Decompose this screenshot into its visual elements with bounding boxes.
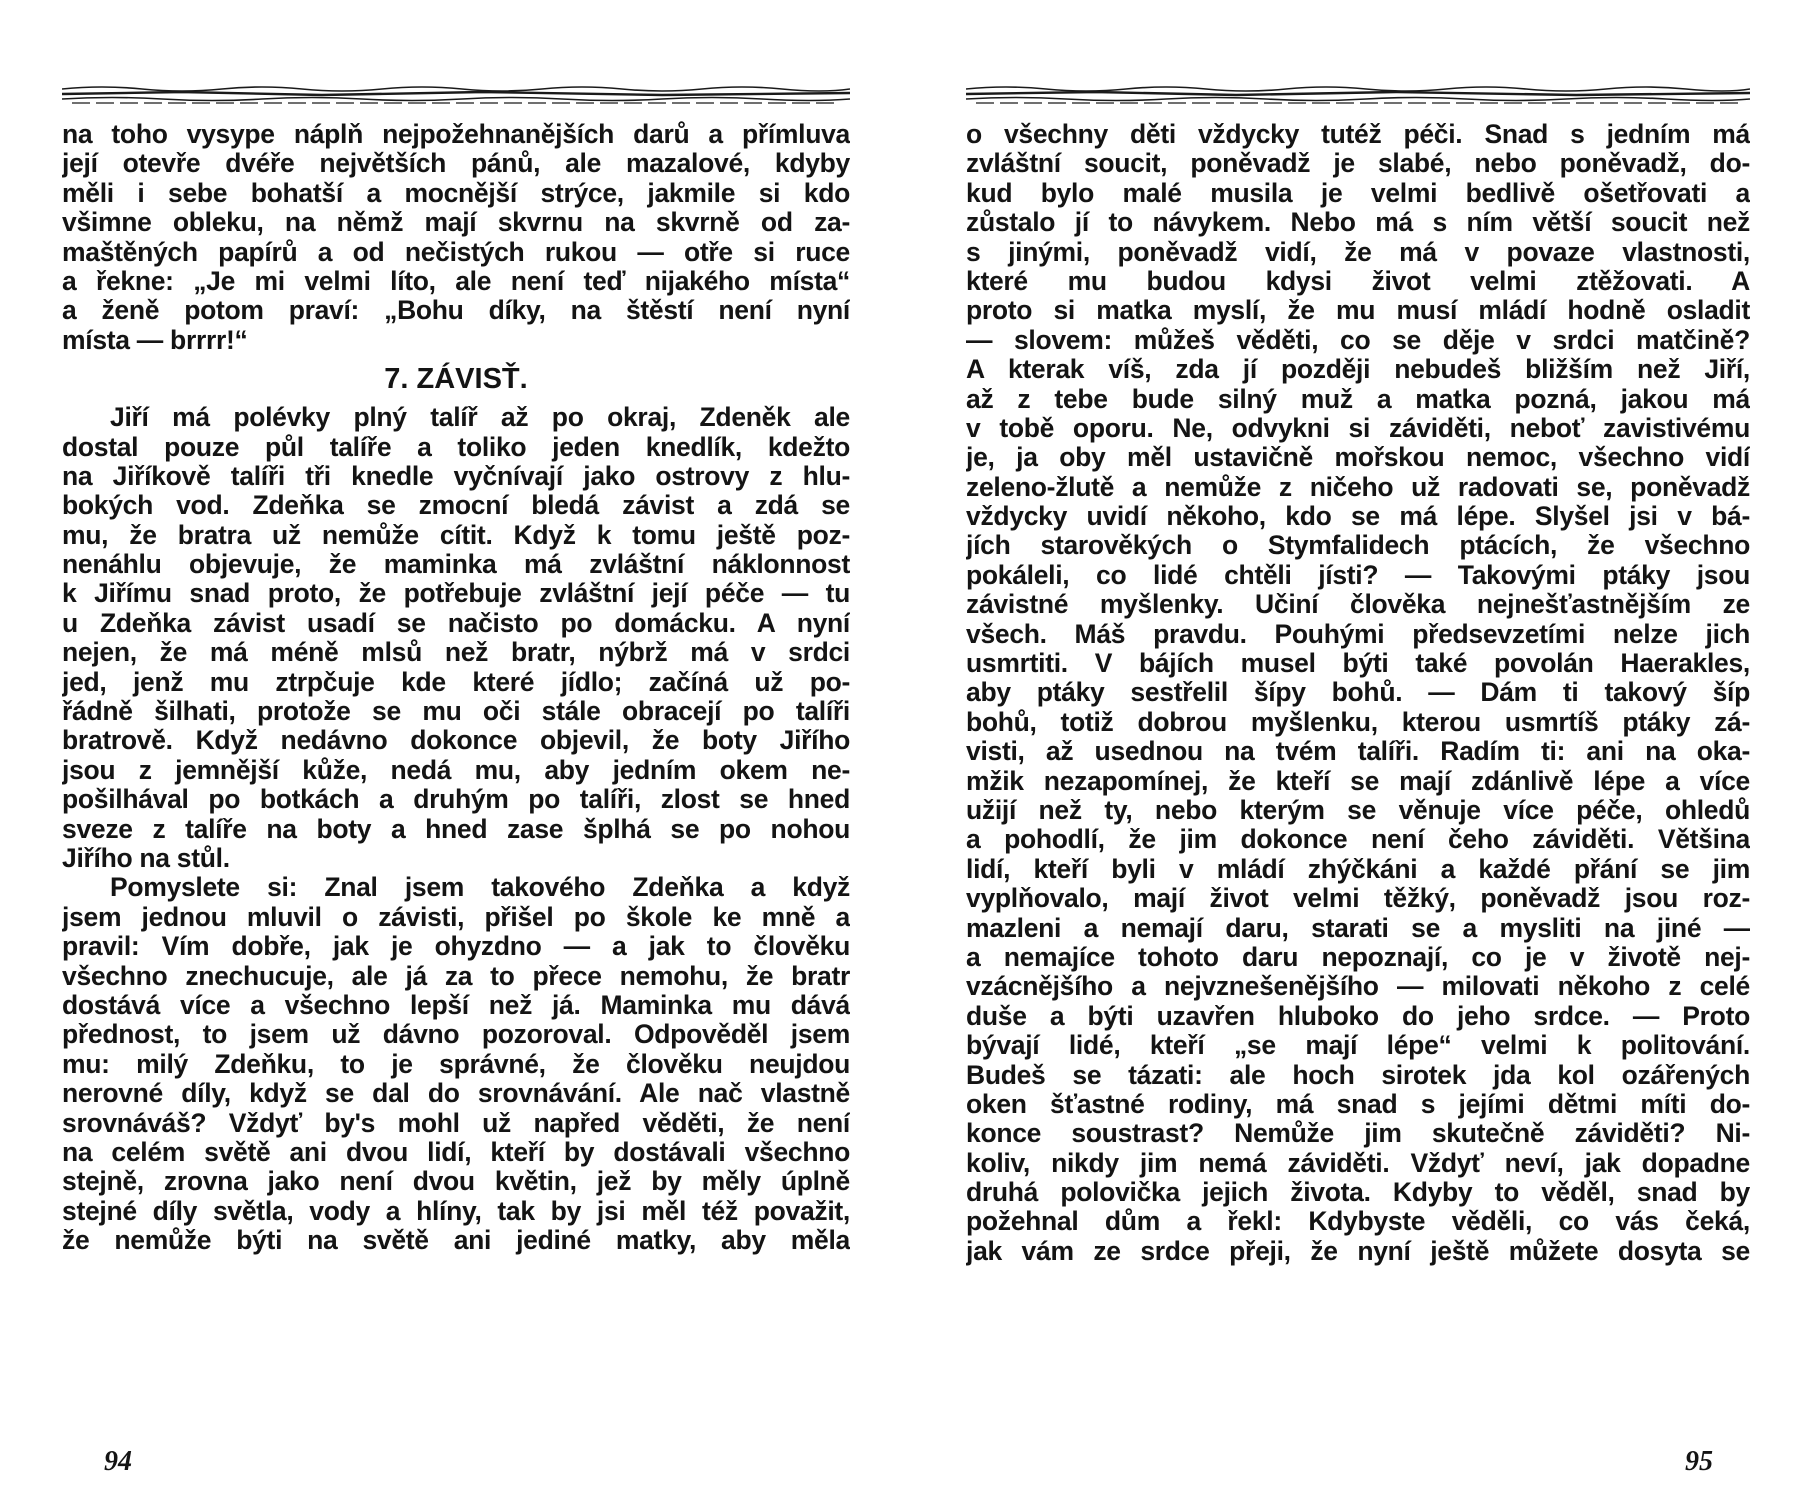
text-line: bratrově. Když nedávno dokonce objevil, že boty Jiřího — [62, 726, 850, 756]
text-line: vzácnějšího a nejvznešenějšího — milovati někoho z celé — [966, 972, 1750, 1002]
text-line: řádně šilhati, protože se mu oči stále obracejí po talíři — [62, 697, 850, 727]
text-line: na celém světě ani dvou lidí, kteří by dostávali všechno — [62, 1137, 850, 1167]
text-line: oken šťastné rodiny, má snad s jejími dětmi míti do- — [966, 1089, 1750, 1119]
text-line: stejně, zrovna jako není dvou květin, jež by měly úplně — [62, 1167, 850, 1197]
text-line: přednost, to jsem už dávno pozoroval. Odpověděl jsem — [62, 1020, 850, 1050]
text-line: jsou z jemnější kůže, nedá mu, aby jedním okem ne- — [62, 755, 850, 785]
text-line: dostal pouze půl talíře a toliko jeden knedlík, kdežto — [62, 432, 850, 462]
text-line: mazleni a nemají daru, starati se a mysliti na jiné — — [966, 913, 1750, 943]
text-line: zůstalo jí to návykem. Nebo má s ním větší soucit než — [966, 208, 1750, 238]
text-line: kud bylo malé musila je velmi bedlivě ošetřovati a — [966, 178, 1750, 208]
text-line: nejen, že má méně mlsů než bratr, nýbrž má v srdci — [62, 638, 850, 668]
text-line: Jiří má polévky plný talíř až po okraj, Zdeněk ale — [110, 403, 850, 433]
header-ornament-left — [62, 84, 850, 106]
text-line: bývají lidé, kteří „se mají lépe“ velmi k politování. — [966, 1031, 1750, 1061]
text-line: zvláštní soucit, poněvadž je slabé, nebo poněvadž, do- — [966, 149, 1750, 179]
text-line: a ženě potom praví: „Bohu díky, na štěstí není nyní — [62, 296, 850, 326]
text-line: a pohodlí, že jim dokonce není čeho záviděti. Většina — [966, 825, 1750, 855]
text-line: jích starověkých o Stymfalidech ptácích, že všechno — [966, 531, 1750, 561]
text-line: A kterak víš, zda jí později nebudeš bližším než Jiří, — [966, 355, 1750, 385]
text-line: závistné myšlenky. Učiní člověka nejnešťastnějším ze — [966, 590, 1750, 620]
right-page — [900, 0, 1800, 1500]
text-line: měli i sebe bohatší a mocnější strýce, jakmile si kdo — [62, 178, 850, 208]
page-number-left: 94 — [104, 1446, 132, 1477]
text-line: sveze z talíře na boty a hned zase šplhá se po nohou — [62, 814, 850, 844]
text-line: místa — brrrr!“ — [62, 325, 248, 355]
text-line: s jinými, poněvadž vidí, že má v povaze vlastnosti, — [966, 237, 1750, 267]
text-line: usmrtiti. V bájích musel býti také povolán Haerakles, — [966, 649, 1750, 679]
text-line: bokých vod. Zdeňka se zmocní bledá závist a zdá se — [62, 491, 850, 521]
right-text-column — [966, 120, 1750, 1266]
left-text-column — [62, 120, 850, 1255]
text-line: nenáhlu objevuje, že maminka má zvláštní náklonnost — [62, 550, 850, 580]
text-line: užijí než ty, nebo kterým se věnuje více péče, ohledů — [966, 795, 1750, 825]
text-line: na toho vysype náplň nejpožehnanějších darů a přímluva — [62, 120, 850, 149]
text-line: v tobě oporu. Ne, odvykni si záviděti, neboť zavistivému — [966, 413, 1750, 443]
text-line: že nemůže býti na světě ani jediné matky, aby měla — [62, 1226, 850, 1256]
text-line: Budeš se tázati: ale hoch sirotek jda kol ozářených — [966, 1060, 1750, 1090]
text-line: vždycky uvidí někoho, kdo se má lépe. Slyšel jsi v bá- — [966, 502, 1750, 532]
header-ornament-right — [966, 84, 1750, 106]
text-line: duše a býti uzavřen hluboko do jeho srdce. — Proto — [966, 1001, 1750, 1031]
text-line: lidí, kteří byli v mládí zhýčkáni a každé přání se jim — [966, 854, 1750, 884]
text-line: — slovem: můžeš věděti, co se děje v srdci matčině? — [966, 325, 1750, 355]
text-line: u Zdeňka závist usadí se načisto po domácku. A nyní — [62, 608, 850, 638]
text-line: a řekne: „Je mi velmi líto, ale není teď nijakého místa“ — [62, 266, 850, 296]
text-line: požehnal dům a řekl: Kdybyste věděli, co vás čeká, — [966, 1207, 1750, 1237]
text-line: všech. Máš pravdu. Pouhými předsevzetími nelze jich — [966, 619, 1750, 649]
text-line: dostává více a všechno lepší než já. Maminka mu dává — [62, 990, 850, 1020]
chapter-heading: 7. ZÁVISŤ. — [384, 363, 528, 396]
text-line: vyplňovalo, mají život velmi těžký, poněvadž jsou roz- — [966, 884, 1750, 914]
text-line: stejné díly světla, vody a hlíny, tak by jsi měl též považit, — [62, 1196, 850, 1226]
text-line: pravil: Vím dobře, jak je ohyzdno — a jak to člověku — [62, 932, 850, 962]
text-line: všechno znechucuje, ale já za to přece nemohu, že bratr — [62, 961, 850, 991]
text-line: které mu budou kdysi život velmi ztěžovati. A — [966, 266, 1750, 296]
text-line: až z tebe bude silný muž a matka pozná, jakou má — [966, 384, 1750, 414]
text-line: visti, až usednou na tvém talíři. Radím ti: ani na oka- — [966, 737, 1750, 767]
page-number-right: 95 — [1685, 1446, 1713, 1477]
text-line: pokáleli, co lidé chtěli jísti? — Takovými ptáky jsou — [966, 560, 1750, 590]
text-line: jed, jenž mu ztrpčuje kde které jídlo; začíná už po- — [62, 667, 850, 697]
text-line: o všechny děti vždycky tutéž péči. Snad s jedním má — [966, 120, 1750, 149]
text-line: je, ja oby měl ustavičně mořskou nemoc, všechno vidí — [966, 443, 1750, 473]
text-line: a nemajíce tohoto daru nepoznají, co je v životě nej- — [966, 942, 1750, 972]
text-line: druhá polovička jejich života. Kdyby to věděl, snad by — [966, 1178, 1750, 1208]
text-line: Pomyslete si: Znal jsem takového Zdeňka a když — [110, 873, 850, 903]
text-line: aby ptáky sestřelil šípy bohů. — Dám ti takový šíp — [966, 678, 1750, 708]
text-line: jak vám ze srdce přeji, že nyní ještě můžete dosyta se — [966, 1236, 1750, 1266]
text-line: maštěných papírů a od nečistých rukou — otře si ruce — [62, 237, 850, 267]
text-line: konce soustrast? Nemůže jim skutečně záviděti? Ni- — [966, 1119, 1750, 1149]
text-line: bohů, totiž dobrou myšlenku, kterou usmrtíš ptáky zá- — [966, 707, 1750, 737]
text-line: jsem jednou mluvil o závisti, přišel po škole ke mně a — [62, 902, 850, 932]
text-line: na Jiříkově talíři tři knedle vyčnívají jako ostrovy z hlu- — [62, 461, 850, 491]
text-line: zeleno-žlutě a nemůže z ničeho už radovati se, poněvadž — [966, 472, 1750, 502]
text-line: mu: milý Zdeňku, to je správné, že člověku neujdou — [62, 1049, 850, 1079]
text-line: všimne obleku, na němž mají skvrnu na skvrně od za- — [62, 208, 850, 238]
text-line: koliv, nikdy jim nemá záviděti. Vždyť neví, jak dopadne — [966, 1148, 1750, 1178]
text-line: nerovné díly, když se dal do srovnávání. Ale nač vlastně — [62, 1079, 850, 1109]
text-line: srovnáváš? Vždyť by's mohl už napřed věděti, že není — [62, 1108, 850, 1138]
text-line: proto si matka myslí, že mu musí mládí hodně osladit — [966, 296, 1750, 326]
text-line: pošilhával po botkách a druhým po talíři, zlost se hned — [62, 785, 850, 815]
text-line: mu, že bratra už nemůže cítit. Když k tomu ještě poz- — [62, 520, 850, 550]
text-line: mžik nezapomínej, že kteří se mají zdánlivě lépe a více — [966, 766, 1750, 796]
text-line: k Jiřímu snad proto, že potřebuje zvláštní její péče — tu — [62, 579, 850, 609]
text-line: Jiřího na stůl. — [62, 843, 230, 873]
text-line: její otevře dvéře největších pánů, ale mazalové, kdyby — [62, 149, 850, 179]
